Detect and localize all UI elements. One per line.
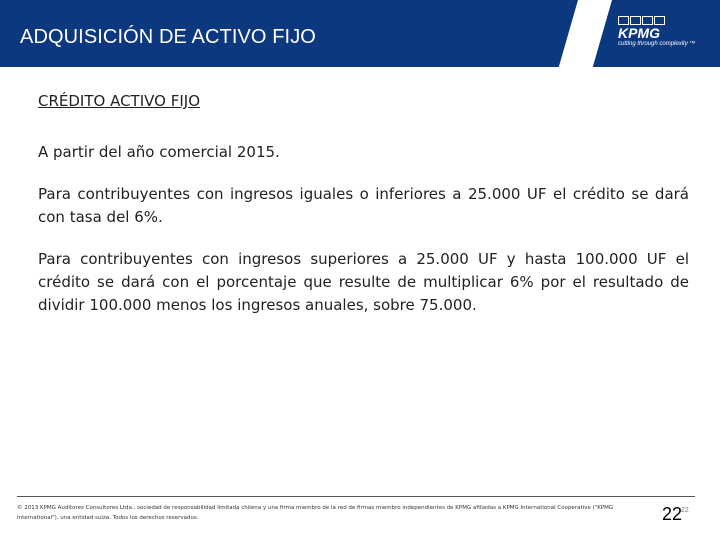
footer-divider (17, 496, 695, 497)
paragraph-year: A partir del año comercial 2015. (38, 143, 280, 161)
header-bar (0, 0, 720, 67)
kpmg-logo-tagline: cutting through complexity ™ (618, 41, 696, 47)
slide-body (38, 90, 689, 336)
kpmg-logo-boxes-icon (618, 16, 714, 25)
page-number: 22 (662, 504, 683, 524)
kpmg-logo-text: KPMG (618, 25, 660, 41)
paragraph-low-income: Para contribuyentes con ingresos iguales o inferiores a 25.000 UF el crédito se dará con tasa del 6%. (38, 185, 689, 226)
section-subtitle: CRÉDITO ACTIVO FIJO (38, 92, 200, 110)
slide-title: ADQUISICIÓN DE ACTIVO FIJO (20, 26, 316, 48)
page-number-ghost: 22 (681, 507, 689, 514)
paragraph-high-income: Para contribuyentes con ingresos superiores a 25.000 UF y hasta 100.000 UF el crédito se dará con el porcentaje que resulte de multiplicar 6% por el resultado de dividir 100.000 menos los ingresos anuales, sobre 75.000. (38, 250, 689, 314)
footer-legal-text: © 2013 KPMG Auditores Consultores Ltda., sociedad de responsabilidad limitada chilena y una firma miembro de la red de firmas miembro independientes de KPMG afiliadas a KPMG International Cooperative ("KPMG International"), una entidad suiza. Todos los derechos reservados. (17, 505, 614, 521)
kpmg-logo (618, 16, 714, 52)
header-stripe (559, 0, 612, 67)
